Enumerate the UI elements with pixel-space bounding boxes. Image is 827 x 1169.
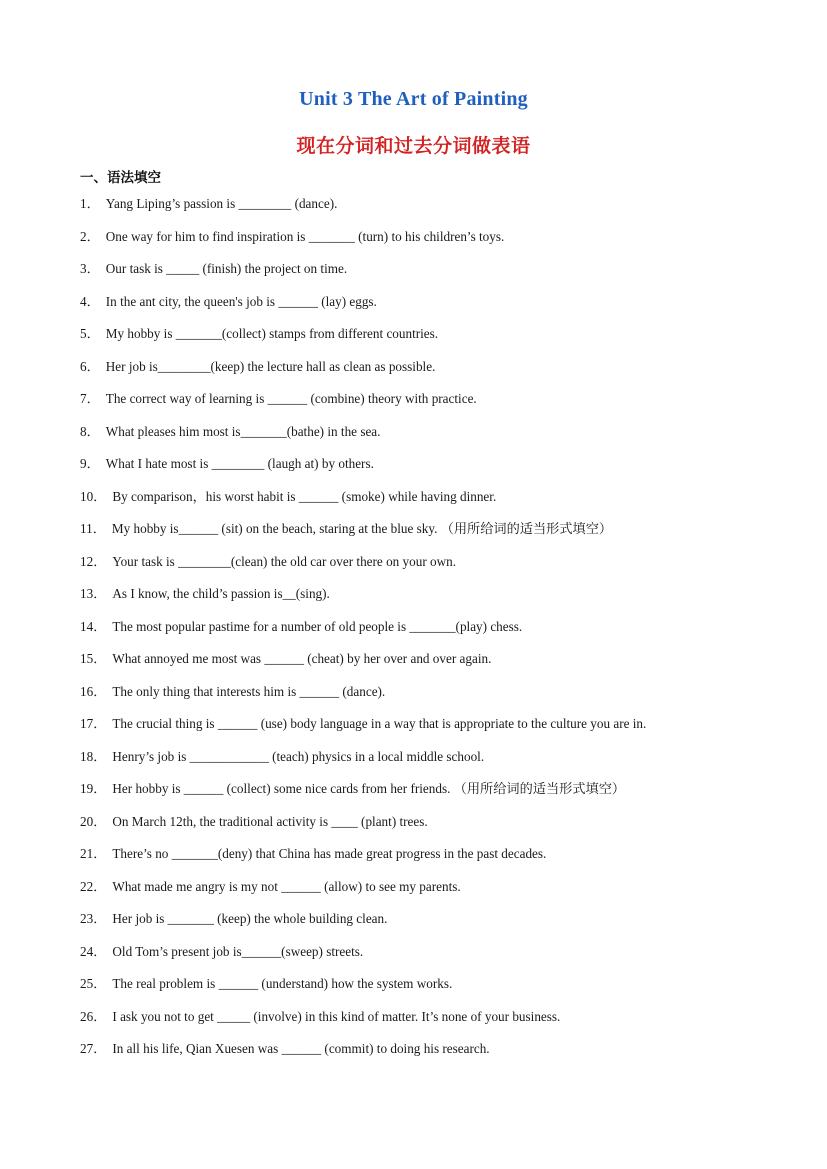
question-text: The correct way of learning is ______ (combine) theory with practice. bbox=[105, 391, 477, 406]
question-item bbox=[80, 781, 780, 814]
question-number: 3． bbox=[80, 261, 100, 276]
question-text: Henry’s job is ____________ (teach) physics in a local middle school. bbox=[112, 748, 485, 764]
question-text: Yang Liping’s passion is ________ (dance). bbox=[105, 196, 338, 211]
question-item bbox=[80, 489, 780, 522]
question-number: 12． bbox=[80, 553, 107, 569]
question-text: Her job is________(keep) the lecture hall as clean as possible. bbox=[105, 358, 436, 374]
question-number: 21． bbox=[80, 846, 107, 861]
question-number: 2． bbox=[80, 228, 100, 244]
question-item bbox=[80, 391, 780, 424]
question-item bbox=[80, 846, 780, 879]
question-number: 14． bbox=[80, 618, 107, 634]
question-number: 17． bbox=[80, 716, 107, 731]
question-text: What I hate most is ________ (laugh at) by others. bbox=[105, 456, 374, 471]
question-item bbox=[80, 879, 780, 912]
question-item bbox=[80, 326, 780, 359]
question-text: My hobby is______ (sit) on the beach, staring at the blue sky. （用所给词的适当形式填空） bbox=[111, 521, 613, 536]
question-number: 13． bbox=[80, 586, 107, 601]
question-item bbox=[80, 521, 780, 554]
question-text: What annoyed me most was ______ (cheat) by her over and over again. bbox=[112, 651, 492, 666]
question-item bbox=[80, 619, 780, 652]
question-number: 1． bbox=[80, 196, 100, 211]
question-item bbox=[80, 684, 780, 717]
question-number: 6． bbox=[80, 358, 100, 374]
question-text: My hobby is _______(collect) stamps from different countries. bbox=[105, 326, 439, 341]
question-number: 26． bbox=[80, 1008, 107, 1024]
question-item bbox=[80, 456, 780, 489]
question-number: 18． bbox=[80, 748, 107, 764]
question-item bbox=[80, 196, 780, 229]
question-item bbox=[80, 944, 780, 977]
question-number: 23． bbox=[80, 911, 107, 926]
question-item bbox=[80, 586, 780, 619]
question-number: 20． bbox=[80, 813, 107, 829]
section-heading: 一、语法填空 bbox=[80, 170, 161, 186]
question-item bbox=[80, 359, 780, 392]
question-item bbox=[80, 976, 780, 1009]
question-item bbox=[80, 749, 780, 782]
question-number: 16． bbox=[80, 683, 107, 699]
question-item bbox=[80, 294, 780, 327]
question-number: 25． bbox=[80, 976, 107, 991]
question-item bbox=[80, 814, 780, 847]
question-text: There’s no _______(deny) that China has made great progress in the past decades. bbox=[112, 846, 547, 861]
question-text: What made me angry is my not ______ (allow) to see my parents. bbox=[112, 878, 461, 894]
question-text: The only thing that interests him is ______ (dance). bbox=[112, 683, 386, 699]
question-item bbox=[80, 554, 780, 587]
question-number: 4． bbox=[80, 293, 100, 309]
question-number: 22． bbox=[80, 878, 107, 894]
question-text: Your task is ________(clean) the old car over there on your own. bbox=[112, 553, 457, 569]
question-number: 8． bbox=[80, 423, 100, 439]
question-number: 10． bbox=[80, 488, 107, 504]
question-text: The real problem is ______ (understand) how the system works. bbox=[112, 976, 453, 991]
question-number: 19． bbox=[80, 781, 107, 796]
question-number: 27． bbox=[80, 1041, 107, 1056]
question-text: What pleases him most is_______(bathe) in the sea. bbox=[105, 423, 381, 439]
question-text: In all his life, Qian Xuesen was ______ (commit) to doing his research. bbox=[112, 1041, 490, 1056]
question-text: The most popular pastime for a number of old people is _______(play) chess. bbox=[112, 618, 523, 634]
question-text: Her job is _______ (keep) the whole building clean. bbox=[112, 911, 388, 926]
question-list bbox=[80, 196, 780, 1074]
question-item bbox=[80, 261, 780, 294]
question-text: In the ant city, the queen's job is ______ (lay) eggs. bbox=[105, 293, 377, 309]
question-item bbox=[80, 911, 780, 944]
page-subtitle: 现在分词和过去分词做表语 bbox=[296, 135, 531, 157]
question-text: Old Tom’s present job is______(sweep) streets. bbox=[112, 943, 364, 959]
question-text: Our task is _____ (finish) the project on time. bbox=[105, 261, 348, 276]
question-number: 15． bbox=[80, 651, 107, 666]
question-text: As I know, the child’s passion is__(sing). bbox=[112, 586, 330, 601]
question-text: Her hobby is ______ (collect) some nice cards from her friends. （用所给词的适当形式填空） bbox=[112, 781, 626, 796]
question-number: 24． bbox=[80, 943, 107, 959]
page-title: Unit 3 The Art of Painting bbox=[299, 88, 528, 110]
question-item bbox=[80, 424, 780, 457]
question-number: 5． bbox=[80, 326, 100, 341]
question-text: The crucial thing is ______ (use) body language in a way that is appropriate to the culture you are in. bbox=[112, 716, 647, 731]
question-text: On March 12th, the traditional activity is ____ (plant) trees. bbox=[112, 813, 428, 829]
question-item bbox=[80, 229, 780, 262]
question-text: I ask you not to get _____ (involve) in this kind of matter. It’s none of your business. bbox=[112, 1008, 561, 1024]
question-number: 11． bbox=[80, 521, 106, 536]
question-item bbox=[80, 1009, 780, 1042]
question-number: 7． bbox=[80, 391, 100, 406]
question-item bbox=[80, 1041, 780, 1074]
question-item bbox=[80, 651, 780, 684]
question-text: One way for him to find inspiration is _______ (turn) to his children’s toys. bbox=[105, 228, 505, 244]
question-text: By comparison，his worst habit is ______ (smoke) while having dinner. bbox=[112, 488, 497, 504]
question-number: 9． bbox=[80, 456, 100, 471]
question-item bbox=[80, 716, 780, 749]
